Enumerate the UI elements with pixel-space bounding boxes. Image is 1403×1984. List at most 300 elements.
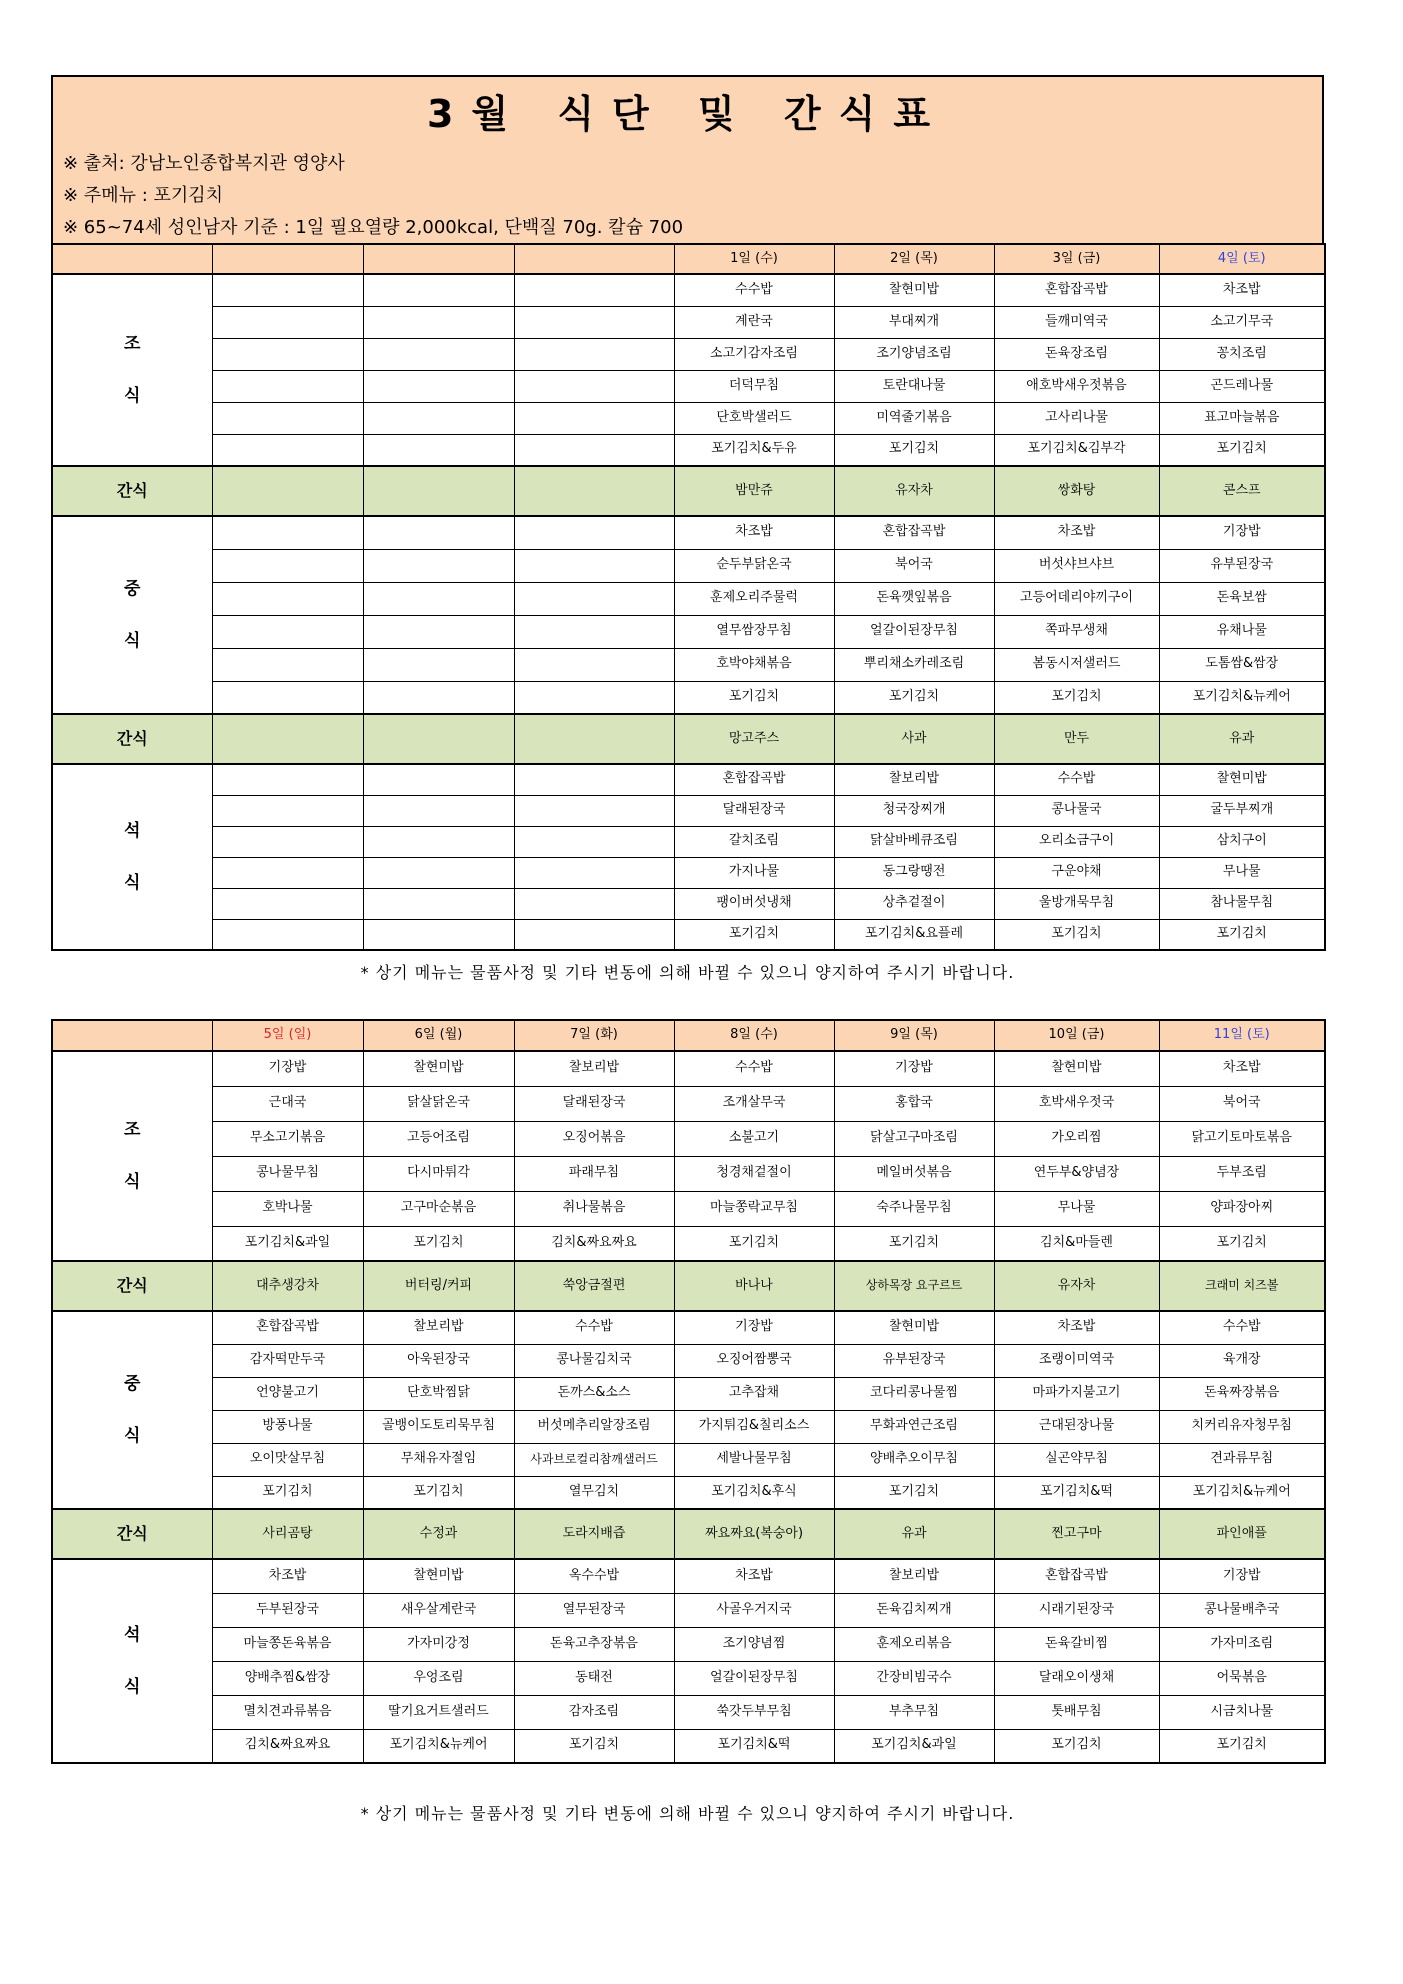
menu-item — [514, 615, 674, 648]
menu-item: 유채나물 — [1159, 615, 1325, 648]
menu-item: 혼합잡곡밥 — [994, 1559, 1159, 1593]
menu-item: 포기김치&후식 — [674, 1476, 834, 1509]
menu-item: 차조밥 — [1159, 1051, 1325, 1086]
menu-item — [514, 795, 674, 826]
snack-item: 쌍화탕 — [994, 466, 1159, 516]
menu-item: 감자떡만두국 — [212, 1344, 363, 1377]
day-header: 6일 (월) — [363, 1020, 514, 1051]
menu-item: 동그랑땡전 — [834, 857, 994, 888]
menu-item: 열무쌈장무침 — [674, 615, 834, 648]
snack-item: 망고주스 — [674, 714, 834, 764]
menu-item: 혼합잡곡밥 — [212, 1311, 363, 1344]
menu-item — [363, 402, 514, 434]
menu-item: 쪽파무생채 — [994, 615, 1159, 648]
menu-item: 조개살무국 — [674, 1086, 834, 1121]
menu-item: 방풍나물 — [212, 1410, 363, 1443]
menu-item: 골뱅이도토리묵무침 — [363, 1410, 514, 1443]
menu-item: 계란국 — [674, 306, 834, 338]
menu-item: 포기김치&과일 — [212, 1226, 363, 1261]
menu-item — [514, 764, 674, 795]
menu-item — [363, 549, 514, 582]
menu-item: 돈육고추장볶음 — [514, 1627, 674, 1661]
menu-item: 포기김치 — [1159, 1226, 1325, 1261]
menu-item: 돈육깻잎볶음 — [834, 582, 994, 615]
lunch-row — [52, 1410, 1325, 1443]
menu-item — [212, 857, 363, 888]
menu-item: 쑥갓두부무침 — [674, 1695, 834, 1729]
breakfast-row — [52, 1226, 1325, 1261]
menu-item: 단호박찜닭 — [363, 1377, 514, 1410]
dinner-row — [52, 1559, 1325, 1593]
menu-item — [212, 338, 363, 370]
lunch-row — [52, 615, 1325, 648]
day-header — [212, 244, 363, 274]
menu-item: 부추무침 — [834, 1695, 994, 1729]
menu-item: 북어국 — [834, 549, 994, 582]
menu-item: 조랭이미역국 — [994, 1344, 1159, 1377]
menu-item: 꽁치조림 — [1159, 338, 1325, 370]
menu-item: 사과브로컬리참깨샐러드 — [514, 1443, 674, 1476]
menu-item: 견과류무침 — [1159, 1443, 1325, 1476]
menu-item: 차조밥 — [1159, 274, 1325, 306]
week2-sheet — [51, 1019, 1324, 1823]
snack-item: 크래미 치즈볼 — [1159, 1261, 1325, 1311]
dinner-label-char-1: 석 — [124, 821, 141, 841]
menu-item: 포기김치&뉴케어 — [1159, 681, 1325, 714]
menu-item: 콩나물김치국 — [514, 1344, 674, 1377]
menu-item: 호박야채볶음 — [674, 648, 834, 681]
menu-item: 연두부&양념장 — [994, 1156, 1159, 1191]
lunch-row — [52, 1443, 1325, 1476]
menu-item: 가지나물 — [674, 857, 834, 888]
menu-item: 버섯샤브샤브 — [994, 549, 1159, 582]
menu-item — [363, 764, 514, 795]
menu-item: 포기김치 — [834, 1476, 994, 1509]
dinner-row — [52, 1627, 1325, 1661]
menu-item: 북어국 — [1159, 1086, 1325, 1121]
menu-item: 청경채겉절이 — [674, 1156, 834, 1191]
menu-item: 포기김치 — [994, 919, 1159, 950]
menu-item: 혼합잡곡밥 — [834, 516, 994, 549]
menu-item: 홍합국 — [834, 1086, 994, 1121]
day-header: 2일 (목) — [834, 244, 994, 274]
menu-item — [514, 857, 674, 888]
lunch-label — [52, 1311, 212, 1509]
breakfast-row — [52, 338, 1325, 370]
menu-item: 찰보리밥 — [834, 1559, 994, 1593]
menu-item: 무나물 — [994, 1191, 1159, 1226]
menu-item — [212, 434, 363, 466]
menu-item: 아욱된장국 — [363, 1344, 514, 1377]
day-header-row — [52, 1020, 1325, 1051]
menu-item — [212, 795, 363, 826]
menu-item: 숙주나물무침 — [834, 1191, 994, 1226]
menu-item: 버섯메추리알장조림 — [514, 1410, 674, 1443]
menu-item: 뿌리채소카레조림 — [834, 648, 994, 681]
menu-item: 들깨미역국 — [994, 306, 1159, 338]
menu-item: 사골우거지국 — [674, 1593, 834, 1627]
menu-item: 감자조림 — [514, 1695, 674, 1729]
menu-item: 포기김치 — [834, 434, 994, 466]
note-nutrition: ※ 65~74세 성인남자 기준 : 1일 필요열량 2,000kcal, 단백질 70g. 칼슘 700 — [63, 217, 684, 238]
menu-item: 닭살고구마조림 — [834, 1121, 994, 1156]
menu-item: 실곤약무침 — [994, 1443, 1159, 1476]
lunch-row — [52, 516, 1325, 549]
snack-item — [212, 466, 363, 516]
menu-item — [212, 888, 363, 919]
menu-item: 포기김치 — [674, 681, 834, 714]
menu-item: 포기김치&요플레 — [834, 919, 994, 950]
menu-item: 시래기된장국 — [994, 1593, 1159, 1627]
snack-item: 수정과 — [363, 1509, 514, 1559]
menu-item: 찰보리밥 — [363, 1311, 514, 1344]
breakfast-row — [52, 306, 1325, 338]
menu-item: 찰현미밥 — [363, 1559, 514, 1593]
snack2-row — [52, 714, 1325, 764]
menu-item: 얼갈이된장무침 — [834, 615, 994, 648]
menu-item: 돈육장조림 — [994, 338, 1159, 370]
menu-item: 간장비빔국수 — [834, 1661, 994, 1695]
menu-item — [212, 370, 363, 402]
menu-item: 수수밥 — [994, 764, 1159, 795]
menu-item: 찰현미밥 — [834, 274, 994, 306]
breakfast-row — [52, 1191, 1325, 1226]
menu-item: 무나물 — [1159, 857, 1325, 888]
menu-item — [363, 434, 514, 466]
menu-item: 포기김치 — [674, 919, 834, 950]
dinner-row — [52, 764, 1325, 795]
menu-item — [514, 402, 674, 434]
snack-item — [363, 466, 514, 516]
menu-item: 파래무침 — [514, 1156, 674, 1191]
menu-item: 어묵볶음 — [1159, 1661, 1325, 1695]
lunch-row — [52, 648, 1325, 681]
menu-item: 취나물볶음 — [514, 1191, 674, 1226]
snack1-row — [52, 466, 1325, 516]
page-title: 3월 식단 및 간식표 — [426, 92, 949, 136]
menu-item: 메일버섯볶음 — [834, 1156, 994, 1191]
breakfast-row — [52, 1086, 1325, 1121]
menu-item: 세발나물무침 — [674, 1443, 834, 1476]
menu-item: 포기김치 — [212, 1476, 363, 1509]
menu-item: 포기김치 — [514, 1729, 674, 1763]
menu-item: 무소고기볶음 — [212, 1121, 363, 1156]
lunch-label-char-1: 중 — [124, 1374, 141, 1394]
menu-item: 치커리유자청무침 — [1159, 1410, 1325, 1443]
menu-item: 달래된장국 — [514, 1086, 674, 1121]
menu-item — [363, 857, 514, 888]
menu-item: 무채유자절임 — [363, 1443, 514, 1476]
menu-item — [514, 516, 674, 549]
menu-item: 딸기요거트샐러드 — [363, 1695, 514, 1729]
menu-item: 구운야채 — [994, 857, 1159, 888]
snack-item: 쑥앙금절편 — [514, 1261, 674, 1311]
breakfast-row — [52, 370, 1325, 402]
menu-item: 더덕무침 — [674, 370, 834, 402]
day-header: 5일 (일) — [212, 1020, 363, 1051]
menu-item: 포기김치 — [834, 681, 994, 714]
menu-item: 굴두부찌개 — [1159, 795, 1325, 826]
menu-item: 닭살닭온국 — [363, 1086, 514, 1121]
menu-item: 포기김치&과일 — [834, 1729, 994, 1763]
day-header-row — [52, 244, 1325, 274]
menu-item: 조기양념찜 — [674, 1627, 834, 1661]
snack2-row — [52, 1509, 1325, 1559]
menu-item: 고추잡채 — [674, 1377, 834, 1410]
menu-item: 가자미강정 — [363, 1627, 514, 1661]
menu-item: 차조밥 — [674, 1559, 834, 1593]
lunch-row — [52, 1377, 1325, 1410]
dinner-row — [52, 1695, 1325, 1729]
snack-item: 대추생강차 — [212, 1261, 363, 1311]
breakfast-label-char-1: 조 — [124, 1120, 141, 1140]
menu-item — [363, 615, 514, 648]
snack-item — [363, 714, 514, 764]
menu-item: 근대된장나물 — [994, 1410, 1159, 1443]
menu-item: 찰현미밥 — [1159, 764, 1325, 795]
menu-item — [212, 919, 363, 950]
menu-item: 혼합잡곡밥 — [674, 764, 834, 795]
menu-item: 단호박샐러드 — [674, 402, 834, 434]
menu-item: 찰보리밥 — [834, 764, 994, 795]
breakfast-row — [52, 1121, 1325, 1156]
lunch-row — [52, 1311, 1325, 1344]
menu-item — [212, 402, 363, 434]
menu-item: 호박새우젓국 — [994, 1086, 1159, 1121]
menu-item — [514, 681, 674, 714]
snack-item: 짜요짜요(복숭아) — [674, 1509, 834, 1559]
snack-item — [212, 714, 363, 764]
menu-item — [514, 274, 674, 306]
menu-item: 오징어볶음 — [514, 1121, 674, 1156]
menu-item: 수수밥 — [674, 1051, 834, 1086]
menu-item: 수수밥 — [514, 1311, 674, 1344]
menu-item: 오리소금구이 — [994, 826, 1159, 857]
menu-item: 얼갈이된장무침 — [674, 1661, 834, 1695]
menu-item: 삼치구이 — [1159, 826, 1325, 857]
dinner-row — [52, 1729, 1325, 1763]
menu-item — [212, 681, 363, 714]
menu-item: 참나물무침 — [1159, 888, 1325, 919]
menu-item: 가자미조림 — [1159, 1627, 1325, 1661]
day-header: 3일 (금) — [994, 244, 1159, 274]
lunch-row — [52, 681, 1325, 714]
menu-item — [514, 648, 674, 681]
dinner-row — [52, 857, 1325, 888]
menu-item: 소고기감자조림 — [674, 338, 834, 370]
menu-item — [514, 582, 674, 615]
menu-item — [363, 648, 514, 681]
menu-item: 콩나물배추국 — [1159, 1593, 1325, 1627]
dinner-label-char-1: 석 — [124, 1625, 141, 1645]
menu-item: 고등어조림 — [363, 1121, 514, 1156]
dinner-row — [52, 1661, 1325, 1695]
menu-item: 포기김치 — [1159, 1729, 1325, 1763]
menu-item: 달래오이생채 — [994, 1661, 1159, 1695]
menu-item: 곤드레나물 — [1159, 370, 1325, 402]
menu-item — [363, 516, 514, 549]
menu-item: 기장밥 — [834, 1051, 994, 1086]
menu-item: 찰현미밥 — [363, 1051, 514, 1086]
lunch-row — [52, 549, 1325, 582]
lunch-row — [52, 1344, 1325, 1377]
day-header: 7일 (화) — [514, 1020, 674, 1051]
menu-item: 차조밥 — [994, 1311, 1159, 1344]
menu-item: 가오리찜 — [994, 1121, 1159, 1156]
menu-item — [363, 888, 514, 919]
menu-item: 순두부닭온국 — [674, 549, 834, 582]
dinner-row — [52, 1593, 1325, 1627]
menu-item: 닭살바베큐조림 — [834, 826, 994, 857]
snack-item: 바나나 — [674, 1261, 834, 1311]
menu-item: 육개장 — [1159, 1344, 1325, 1377]
menu-item — [212, 615, 363, 648]
menu-item: 포기김치 — [1159, 919, 1325, 950]
menu-item: 혼합잡곡밥 — [994, 274, 1159, 306]
menu-item — [514, 434, 674, 466]
breakfast-row — [52, 1051, 1325, 1086]
menu-item: 소고기무국 — [1159, 306, 1325, 338]
menu-item: 차조밥 — [994, 516, 1159, 549]
snack-item: 유자차 — [994, 1261, 1159, 1311]
snack-item: 찐고구마 — [994, 1509, 1159, 1559]
menu-item: 돈육보쌈 — [1159, 582, 1325, 615]
menu-item — [514, 826, 674, 857]
menu-item — [514, 338, 674, 370]
menu-item: 멸치견과류볶음 — [212, 1695, 363, 1729]
menu-item: 찰현미밥 — [994, 1051, 1159, 1086]
menu-item: 새우살계란국 — [363, 1593, 514, 1627]
snack-item: 밤만쥬 — [674, 466, 834, 516]
menu-item: 수수밥 — [674, 274, 834, 306]
menu-item — [514, 919, 674, 950]
menu-item: 팽이버섯냉채 — [674, 888, 834, 919]
week1-menu-table — [51, 243, 1326, 951]
week1-sheet — [51, 75, 1324, 982]
menu-item: 언양불고기 — [212, 1377, 363, 1410]
menu-item — [363, 274, 514, 306]
day-header: 4일 (토) — [1159, 244, 1325, 274]
breakfast-label-char-2: 식 — [124, 386, 141, 406]
menu-item — [363, 795, 514, 826]
note-main-menu: ※ 주메뉴 : 포기김치 — [63, 185, 224, 206]
lunch-label — [52, 516, 212, 714]
menu-item: 근대국 — [212, 1086, 363, 1121]
menu-item: 김치&마들렌 — [994, 1226, 1159, 1261]
menu-item: 갈치조림 — [674, 826, 834, 857]
menu-item: 포기김치 — [1159, 434, 1325, 466]
menu-item: 기장밥 — [1159, 516, 1325, 549]
corner-cell — [52, 1020, 212, 1051]
menu-item: 콩나물국 — [994, 795, 1159, 826]
day-header: 8일 (수) — [674, 1020, 834, 1051]
snack-item: 콘스프 — [1159, 466, 1325, 516]
dinner-label — [52, 764, 212, 950]
menu-item: 표고마늘볶음 — [1159, 402, 1325, 434]
menu-item: 포기김치&김부각 — [994, 434, 1159, 466]
dinner-label — [52, 1559, 212, 1763]
menu-item: 오이맛살무침 — [212, 1443, 363, 1476]
menu-item — [363, 338, 514, 370]
menu-item: 옥수수밥 — [514, 1559, 674, 1593]
menu-item: 양배추오이무침 — [834, 1443, 994, 1476]
menu-item: 울방개묵무침 — [994, 888, 1159, 919]
menu-item: 토란대나물 — [834, 370, 994, 402]
menu-item — [212, 516, 363, 549]
menu-item: 포기김치&떡 — [674, 1729, 834, 1763]
menu-item: 열무된장국 — [514, 1593, 674, 1627]
menu-item: 오징어짬뽕국 — [674, 1344, 834, 1377]
menu-item — [514, 549, 674, 582]
menu-item: 애호박새우젓볶음 — [994, 370, 1159, 402]
day-header: 9일 (목) — [834, 1020, 994, 1051]
menu-item: 기장밥 — [1159, 1559, 1325, 1593]
footnote-week1: * 상기 메뉴는 물품사정 및 기타 변동에 의해 바뀔 수 있으니 양지하여 주시기 바랍니다. — [360, 963, 1015, 982]
menu-item — [212, 549, 363, 582]
day-header: 10일 (금) — [994, 1020, 1159, 1051]
snack-item: 도라지배즙 — [514, 1509, 674, 1559]
menu-item: 포기김치 — [363, 1476, 514, 1509]
breakfast-label — [52, 1051, 212, 1261]
menu-item: 봄동시저샐러드 — [994, 648, 1159, 681]
menu-item — [212, 306, 363, 338]
menu-item: 포기김치 — [834, 1226, 994, 1261]
menu-item: 동태전 — [514, 1661, 674, 1695]
lunch-row — [52, 582, 1325, 615]
snack-item: 만두 — [994, 714, 1159, 764]
menu-item: 두부된장국 — [212, 1593, 363, 1627]
menu-item — [212, 764, 363, 795]
snack-label: 간식 — [52, 714, 212, 764]
breakfast-row — [52, 434, 1325, 466]
dinner-label-char-2: 식 — [124, 1677, 141, 1697]
menu-item: 포기김치 — [674, 1226, 834, 1261]
menu-item: 달래된장국 — [674, 795, 834, 826]
menu-item — [514, 370, 674, 402]
menu-item: 김치&짜요짜요 — [212, 1729, 363, 1763]
snack-item: 유자차 — [834, 466, 994, 516]
menu-item: 고등어데리야끼구이 — [994, 582, 1159, 615]
day-header — [514, 244, 674, 274]
menu-item — [363, 306, 514, 338]
week2-menu-table — [51, 1019, 1326, 1764]
snack-item: 사리곰탕 — [212, 1509, 363, 1559]
menu-item: 포기김치&두유 — [674, 434, 834, 466]
dinner-label-char-2: 식 — [124, 873, 141, 893]
snack-item: 유과 — [834, 1509, 994, 1559]
menu-item: 도톰쌈&쌈장 — [1159, 648, 1325, 681]
menu-item: 무화과연근조림 — [834, 1410, 994, 1443]
menu-item: 톳배무침 — [994, 1695, 1159, 1729]
breakfast-row — [52, 1156, 1325, 1191]
menu-item: 열무김치 — [514, 1476, 674, 1509]
lunch-label-char-2: 식 — [124, 1426, 141, 1446]
snack-item: 사과 — [834, 714, 994, 764]
breakfast-label-char-2: 식 — [124, 1172, 141, 1192]
corner-cell — [52, 244, 212, 274]
menu-item: 고사리나물 — [994, 402, 1159, 434]
menu-item: 상추겉절이 — [834, 888, 994, 919]
menu-item — [363, 826, 514, 857]
menu-item: 호박나물 — [212, 1191, 363, 1226]
snack1-row — [52, 1261, 1325, 1311]
menu-item: 두부조림 — [1159, 1156, 1325, 1191]
menu-item: 돈육갈비찜 — [994, 1627, 1159, 1661]
menu-item: 코다리콩나물찜 — [834, 1377, 994, 1410]
menu-item: 차조밥 — [674, 516, 834, 549]
day-header — [363, 244, 514, 274]
menu-item: 양파장아찌 — [1159, 1191, 1325, 1226]
